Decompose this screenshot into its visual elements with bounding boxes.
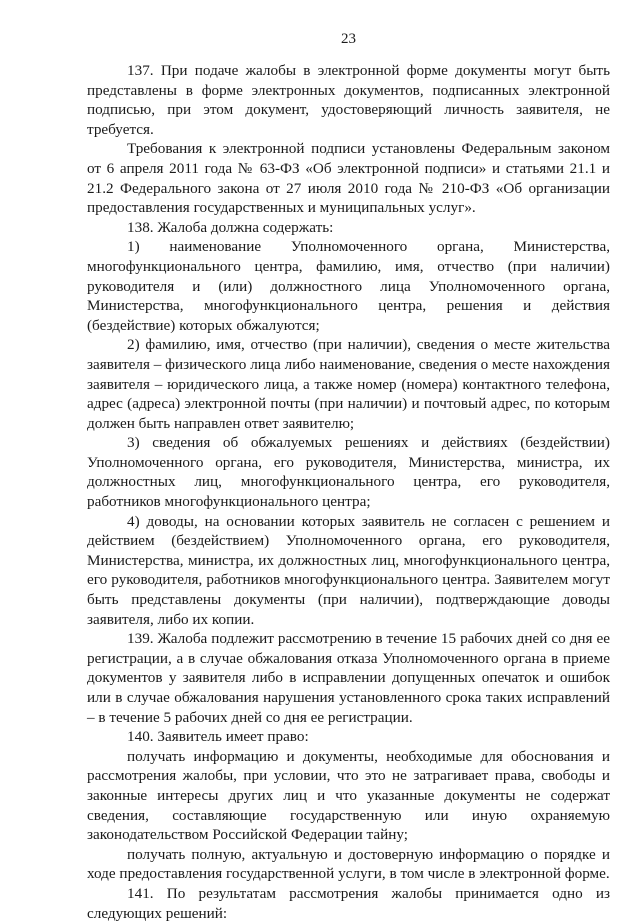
list-item-138-3: 3) сведения об обжалуемых решениях и действиях (бездействии) Уполномоченного органа, его руководителя, Министерства, министра, их должностных лиц, многофункционального центра, его руководителя, работников многофункционального центра; — [87, 434, 610, 511]
paragraph-141: 141. По результатам рассмотрения жалобы принимается одно из следующих решений: — [87, 884, 610, 922]
paragraph-140: 140. Заявитель имеет право: — [127, 728, 309, 746]
paragraph-139: 139. Жалоба подлежит рассмотрению в течение 15 рабочих дней со дня ее регистрации, а в случае обжалования отказа Уполномоченного органа в приеме документов у заявителя либо в исправлении допущенных опечаток и ошибок или в случае обжалования нарушения установленного срока таких исправлений – в течение 5 рабочих дней со дня ее регистрации. — [87, 630, 610, 726]
list-item-138-2: 2) фамилию, имя, отчество (при наличии), сведения о месте жительства заявителя – физического лица либо наименование, сведения о месте нахождения заявителя – юридического лица, а также номер (номера) контактного телефона, адрес (адреса) электронной почты (при наличии) и почтовый адрес, по которым должен быть направлен ответ заявителю; — [87, 336, 610, 432]
list-item-140-2: получать полную, актуальную и достоверную информацию о порядке и ходе предоставления государственной услуги, в том числе в электронной форме. — [87, 845, 610, 883]
paragraph-signature-requirements: Требования к электронной подписи установлены Федеральным законом от 6 апреля 2011 года № 63-ФЗ «Об электронной подписи» и статьями 21.1 и 21.2 Федерального закона от 27 июля 2010 года № 210-ФЗ «Об организации предоставления государственных и муниципальных услуг». — [87, 140, 610, 217]
list-item-138-4: 4) доводы, на основании которых заявитель не согласен с решением и действием (бездействием) Уполномоченного органа, его руководителя, Министерства, министра, их должностных лиц, многофункционального центра, его руководителя, работников многофункционального центра. Заявителем могут быть представлены документы (при наличии), подтверждающие доводы заявителя, либо их копии. — [87, 512, 610, 628]
list-item-138-1: 1) наименование Уполномоченного органа, Министерства, многофункционального центра, фамилию, имя, отчество (при наличии) руководителя и (или) должностного лица Уполномоченного органа, Министерства, многофункционального центра, решения и действия (бездействие) которых обжалуются; — [87, 238, 610, 334]
document-body — [87, 61, 610, 923]
paragraph-137: 137. При подаче жалобы в электронной форме документы могут быть представлены в форме электронных документов, подписанных электронной подписью, при этом документ, удостоверяющий личность заявителя, не требуется. — [87, 62, 610, 138]
page-number: 23 — [341, 31, 356, 47]
list-item-140-1: получать информацию и документы, необходимые для обоснования и рассмотрения жалобы, при условии, что это не затрагивает права, свободы и законные интересы других лиц и что указанные документы не содержат сведения, составляющие государственную или иную охраняемую законодательством Российской Федерации тайну; — [87, 747, 610, 844]
paragraph-138: 138. Жалоба должна содержать: — [127, 218, 334, 236]
